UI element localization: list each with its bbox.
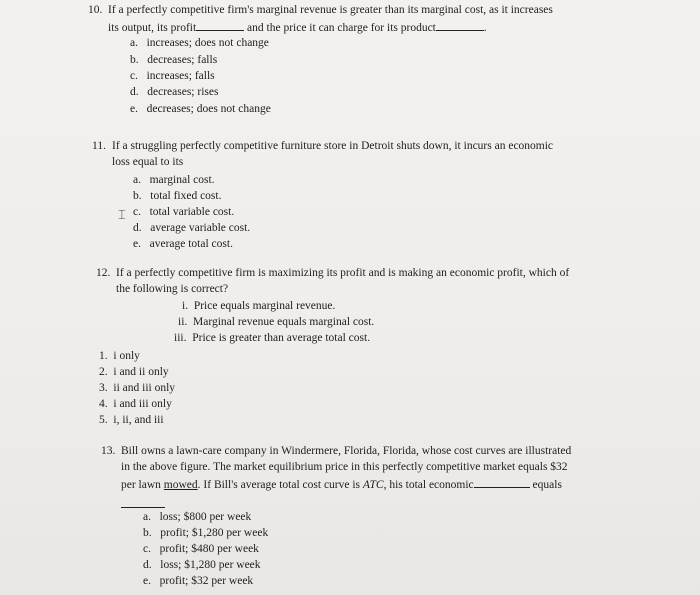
q12-statement-num: i. (182, 300, 189, 312)
q11-stem-line2: loss equal to its (112, 156, 184, 168)
q10-option-letter: b. (130, 54, 139, 66)
q12-option-num: 4. (99, 398, 108, 410)
q10-stem-part-b: and the price it can charge for its product (247, 22, 436, 34)
q11-option-a[interactable] (133, 173, 215, 188)
q10-option-text: increases; does not change (146, 37, 269, 49)
q10-option-c[interactable] (130, 69, 215, 84)
q12-option-5[interactable] (99, 413, 164, 428)
q10-option-letter: a. (130, 37, 138, 49)
q11-option-letter: a. (133, 174, 141, 186)
q10-option-b[interactable] (130, 53, 217, 68)
q13-stem-atc: ATC (362, 479, 384, 491)
q10-option-text: decreases; does not change (146, 103, 271, 115)
q12-option-num: 5. (99, 414, 108, 426)
q11-option-text: average total cost. (149, 238, 233, 250)
q13-option-letter: a. (143, 511, 151, 523)
q11-option-text: total fixed cost. (150, 190, 222, 202)
q12-option-text: i and ii only (113, 366, 169, 378)
q13-option-text: loss; $800 per week (159, 511, 252, 523)
q13-option-c[interactable] (143, 542, 259, 557)
q12-statement-i (182, 299, 335, 314)
q11-option-text: average variable cost. (150, 222, 251, 234)
q13-option-d[interactable] (143, 558, 261, 573)
q10-option-text: increases; falls (146, 70, 215, 82)
q12-statement-text: Marginal revenue equals marginal cost. (193, 316, 375, 328)
q13-option-text: loss; $1,280 per week (160, 559, 261, 571)
q13-stem-part-a: per lawn (121, 479, 161, 491)
q13-option-letter: e. (143, 575, 151, 587)
q12-option-text: ii and iii only (113, 382, 176, 394)
q12-option-num: 1. (99, 350, 108, 362)
q11-number: 11. (92, 140, 106, 152)
q13-blank-2-line (121, 496, 165, 508)
q13-stem-line3 (121, 476, 562, 493)
q12-option-2[interactable] (99, 365, 169, 380)
q11-option-d[interactable] (133, 221, 250, 236)
q12-statement-text: Price is greater than average total cost. (192, 332, 371, 344)
q10-number: 10. (88, 4, 103, 16)
q12-statement-text: Price equals marginal revenue. (193, 300, 336, 312)
q12-number: 12. (96, 267, 111, 279)
q11-option-letter: d. (133, 222, 142, 234)
q11-stem-line1: If a struggling perfectly competitive furniture store in Detroit shuts down, it incurs an economic (112, 140, 554, 152)
q13-option-text: profit; $32 per week (159, 575, 254, 587)
q10-option-e[interactable] (130, 102, 271, 117)
q12-statement-num: ii. (178, 316, 188, 328)
q13-option-b[interactable] (143, 526, 268, 541)
q12-option-1[interactable] (99, 349, 140, 364)
q11-option-e[interactable] (133, 237, 233, 252)
q13-option-a[interactable] (143, 510, 251, 525)
q10-option-letter: e. (130, 103, 138, 115)
q12-option-num: 2. (99, 366, 108, 378)
q12-option-text: i and iii only (113, 398, 172, 410)
q13-stem-part-d: equals (532, 479, 562, 491)
q12-option-text: i only (113, 350, 140, 362)
q13-stem-part-b: . If Bill's average total cost curve is (197, 479, 361, 491)
q12-option-3[interactable] (99, 381, 175, 396)
q13-stem-underlined: mowed (163, 479, 198, 491)
q12-option-4[interactable] (99, 397, 172, 412)
q11-option-text: marginal cost. (149, 174, 215, 186)
q11-option-text: total variable cost. (149, 206, 235, 218)
q13-stem-line1: Bill owns a lawn-care company in Windermere, Florida, Florida, whose cost curves are illustrated (121, 445, 572, 457)
q10-option-text: decreases; rises (147, 86, 219, 98)
q10-option-a[interactable] (130, 36, 269, 51)
q13-option-text: profit; $1,280 per week (160, 527, 269, 539)
q12-option-text: i, ii, and iii (113, 414, 164, 426)
q10-option-letter: c. (130, 70, 138, 82)
q10-stem-end: . (483, 22, 487, 34)
q11-option-b[interactable] (133, 189, 221, 204)
q10-option-letter: d. (130, 86, 139, 98)
q11-option-c[interactable] (133, 205, 234, 220)
q10-stem-part-a: its output, its profit (108, 22, 197, 34)
q10-option-text: decreases; falls (147, 54, 218, 66)
q12-stem-line1: If a perfectly competitive firm is maximizing its profit and is making an economic profit, which of (116, 267, 570, 279)
q13-option-text: profit; $480 per week (159, 543, 259, 555)
q12-statement-iii (174, 331, 370, 346)
q10-option-d[interactable] (130, 85, 218, 100)
q11-option-letter: c. (133, 206, 141, 218)
q13-number: 13. (101, 445, 116, 457)
q13-stem-part-c: , his total economic (383, 479, 474, 491)
q12-option-num: 3. (99, 382, 108, 394)
q13-option-letter: c. (143, 543, 151, 555)
q12-stem-line2: the following is correct? (116, 283, 229, 295)
q11-option-letter: b. (133, 190, 142, 202)
text-cursor-icon: ⌶ (118, 208, 126, 223)
q12-statement-num: iii. (174, 332, 187, 344)
q13-option-letter: d. (143, 559, 152, 571)
q10-blank-1 (196, 19, 244, 31)
q13-option-letter: b. (143, 527, 152, 539)
q13-option-e[interactable] (143, 574, 253, 589)
q11-option-letter: e. (133, 238, 141, 250)
q13-stem-line2: in the above figure. The market equilibrium price in this perfectly competitive market equals $32 (121, 461, 568, 473)
q10-stem-line2 (108, 19, 487, 36)
q10-stem-line1: If a perfectly competitive firm's marginal revenue is greater than its marginal cost, as it increases (108, 4, 553, 16)
q13-blank-1 (474, 476, 530, 488)
q10-blank-2 (436, 19, 484, 31)
q12-statement-ii (178, 315, 374, 330)
